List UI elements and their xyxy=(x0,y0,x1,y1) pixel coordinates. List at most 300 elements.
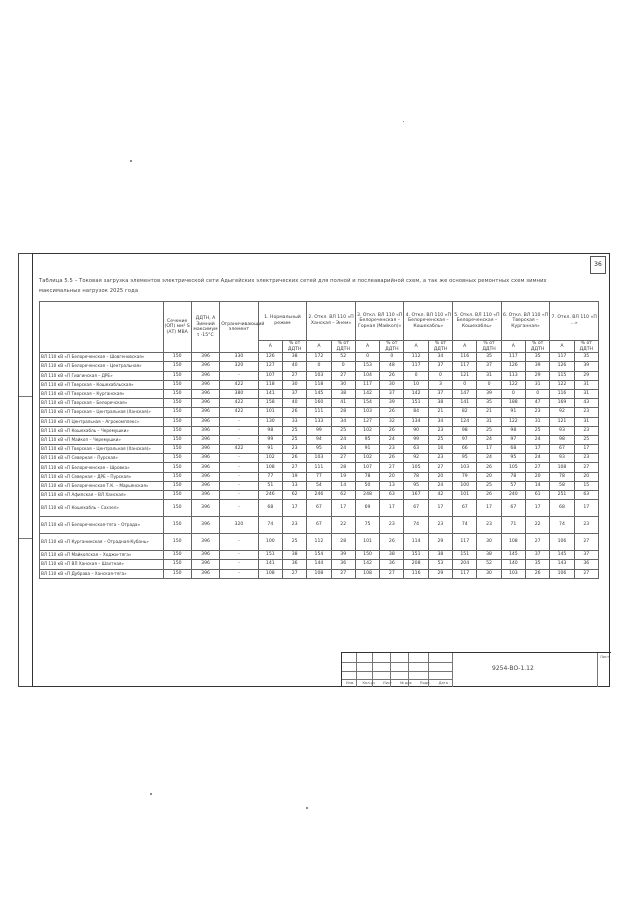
row-section: 150 xyxy=(163,408,191,417)
row-ddtn: 396 xyxy=(191,371,219,380)
signature-label: Кол.уч xyxy=(362,681,375,685)
cell-percent: 25 xyxy=(574,435,598,444)
cell-percent: 19 xyxy=(331,472,355,481)
cell-current: 118 xyxy=(258,380,282,389)
cell-percent: 62 xyxy=(331,491,355,500)
cell-current: 93 xyxy=(550,426,574,435)
header-mode-6: 6. Откл. ВЛ 110 «П Тверская – Курганная» xyxy=(501,302,550,341)
header-mode-2: 2. Откл. ВЛ 110 «П Ханская – Энем» xyxy=(307,302,356,341)
cell-percent: 26 xyxy=(282,454,306,463)
cell-percent: 24 xyxy=(331,445,355,454)
cell-current: 90 xyxy=(404,426,428,435)
cell-current: 103 xyxy=(355,408,379,417)
cell-percent: 37 xyxy=(282,389,306,398)
cell-current: 248 xyxy=(355,491,379,500)
cell-percent: 30 xyxy=(477,569,501,578)
header-mode-5: 5. Откл. ВЛ 110 «П Белореченская – Кошехабль» xyxy=(453,302,502,341)
cell-percent: 0 xyxy=(331,362,355,371)
cell-percent: 23 xyxy=(428,454,452,463)
cell-current: 0 xyxy=(355,353,379,362)
cell-percent: 13 xyxy=(380,481,404,490)
row-limit: 330 xyxy=(220,353,258,362)
row-limit: - xyxy=(220,463,258,472)
row-section: 150 xyxy=(163,569,191,578)
table-row xyxy=(40,353,599,362)
cell-percent: 17 xyxy=(477,445,501,454)
cell-percent: 21 xyxy=(428,408,452,417)
row-section: 150 xyxy=(163,491,191,500)
cell-percent: 23 xyxy=(282,517,306,534)
row-name: ВЛ 110 кВ «П ВЛ Ханская – Шахтная» xyxy=(40,560,164,569)
table-row xyxy=(40,481,599,490)
cell-current: 103 xyxy=(501,569,525,578)
sub-a: А xyxy=(355,341,379,353)
cell-current: 97 xyxy=(501,435,525,444)
sub-pct: % от ДДТН xyxy=(282,341,306,353)
cell-current: 0 xyxy=(501,389,525,398)
cell-percent: 24 xyxy=(331,435,355,444)
cell-percent: 53 xyxy=(428,560,452,569)
cell-current: 117 xyxy=(355,380,379,389)
cell-percent: 37 xyxy=(526,551,550,560)
cell-percent: 23 xyxy=(574,426,598,435)
cell-current: 117 xyxy=(453,569,477,578)
signature-label: Лист xyxy=(382,681,393,685)
row-name: ВЛ 110 кВ «П Майкоп – Черемушки» xyxy=(40,435,164,444)
cell-current: 117 xyxy=(453,362,477,371)
row-ddtn: 396 xyxy=(191,380,219,389)
cell-percent: 39 xyxy=(380,399,404,408)
cell-current: 118 xyxy=(307,380,331,389)
cell-percent: 0 xyxy=(526,389,550,398)
cell-percent: 40 xyxy=(282,362,306,371)
cell-current: 92 xyxy=(550,408,574,417)
row-limit: 422 xyxy=(220,399,258,408)
cell-current: 95 xyxy=(307,445,331,454)
row-name: ВЛ 110 кВ «П Северная – Пурская» xyxy=(40,454,164,463)
cell-current: 57 xyxy=(501,481,525,490)
table-row xyxy=(40,534,599,551)
cell-current: 142 xyxy=(404,389,428,398)
cell-percent: 39 xyxy=(331,551,355,560)
cell-percent: 26 xyxy=(380,454,404,463)
sub-a: А xyxy=(453,341,477,353)
cell-percent: 34 xyxy=(428,353,452,362)
cell-percent: 20 xyxy=(380,472,404,481)
table-row xyxy=(40,445,599,454)
cell-percent: 27 xyxy=(574,569,598,578)
cell-current: 116 xyxy=(453,353,477,362)
sub-pct: % от ДДТН xyxy=(331,341,355,353)
cell-percent: 19 xyxy=(282,472,306,481)
row-ddtn: 396 xyxy=(191,569,219,578)
cell-current: 106 xyxy=(550,534,574,551)
cell-current: 246 xyxy=(258,491,282,500)
cell-current: 67 xyxy=(404,500,428,517)
cell-current: 147 xyxy=(453,389,477,398)
cell-percent: 29 xyxy=(428,569,452,578)
cell-percent: 27 xyxy=(380,569,404,578)
row-limit: 422 xyxy=(220,445,258,454)
cell-current: 108 xyxy=(501,534,525,551)
cell-current: 68 xyxy=(550,500,574,517)
cell-current: 111 xyxy=(307,463,331,472)
cell-current: 154 xyxy=(307,551,331,560)
cell-current: 108 xyxy=(550,463,574,472)
cell-percent: 26 xyxy=(526,569,550,578)
cell-current: 105 xyxy=(404,463,428,472)
cell-current: 51 xyxy=(258,481,282,490)
cell-current: 102 xyxy=(355,454,379,463)
cell-current: 95 xyxy=(404,481,428,490)
cell-percent: 38 xyxy=(282,551,306,560)
cell-current: 130 xyxy=(258,417,282,426)
cell-current: 91 xyxy=(355,445,379,454)
cell-current: 115 xyxy=(550,371,574,380)
cell-percent: 38 xyxy=(428,551,452,560)
cell-percent: 63 xyxy=(380,491,404,500)
row-ddtn: 396 xyxy=(191,560,219,569)
row-limit: - xyxy=(220,560,258,569)
table-row xyxy=(40,569,599,578)
row-section: 150 xyxy=(163,389,191,398)
cell-percent: 14 xyxy=(331,481,355,490)
cell-percent: 17 xyxy=(282,500,306,517)
row-limit: 422 xyxy=(220,408,258,417)
cell-percent: 37 xyxy=(477,362,501,371)
cell-current: 134 xyxy=(404,417,428,426)
header-ddtn: ДДТН, А Зимний максимум t -15°C xyxy=(191,302,219,353)
cell-percent: 39 xyxy=(477,389,501,398)
cell-percent: 31 xyxy=(574,417,598,426)
cell-percent: 24 xyxy=(526,454,550,463)
cell-percent: 34 xyxy=(331,417,355,426)
cell-current: 145 xyxy=(550,551,574,560)
cell-current: 167 xyxy=(404,491,428,500)
cell-current: 124 xyxy=(453,417,477,426)
cell-current: 112 xyxy=(404,353,428,362)
cell-current: 108 xyxy=(355,569,379,578)
row-ddtn: 396 xyxy=(191,435,219,444)
cell-percent: 33 xyxy=(282,417,306,426)
cell-percent: 27 xyxy=(331,569,355,578)
table-row xyxy=(40,417,599,426)
row-limit: - xyxy=(220,500,258,517)
cell-percent: 27 xyxy=(282,371,306,380)
row-name: ВЛ 110 кВ «П Белореченская-тяга – Отрада» xyxy=(40,517,164,534)
cell-percent: 25 xyxy=(477,481,501,490)
row-name: ВЛ 110 кВ «П Белореченская Т.К. – Марьянская» xyxy=(40,481,164,490)
cell-current: 150 xyxy=(355,551,379,560)
sub-a: А xyxy=(501,341,525,353)
cell-current: 67 xyxy=(453,500,477,517)
row-limit: - xyxy=(220,491,258,500)
cell-percent: 31 xyxy=(477,371,501,380)
row-name: ВЛ 110 кВ «П Афипская – ВЛ Ханская» xyxy=(40,491,164,500)
row-ddtn: 396 xyxy=(191,362,219,371)
cell-current: 108 xyxy=(258,463,282,472)
cell-current: 84 xyxy=(404,408,428,417)
row-section: 150 xyxy=(163,472,191,481)
signature-label: Изм. xyxy=(346,681,355,685)
row-ddtn: 396 xyxy=(191,517,219,534)
signature-label: Подп. xyxy=(419,681,431,685)
cell-current: 98 xyxy=(453,426,477,435)
row-limit: - xyxy=(220,569,258,578)
cell-current: 95 xyxy=(355,435,379,444)
cell-current: 67 xyxy=(307,500,331,517)
cell-percent: 28 xyxy=(331,534,355,551)
cell-current: 141 xyxy=(258,389,282,398)
row-limit: - xyxy=(220,435,258,444)
row-name: ВЛ 110 кВ «П Кошехабль – Черемушки» xyxy=(40,426,164,435)
row-ddtn: 396 xyxy=(191,353,219,362)
header-section: Сечение (ОП) мм² S (АТ) МВА xyxy=(163,302,191,353)
cell-current: 101 xyxy=(355,534,379,551)
cell-percent: 41 xyxy=(331,399,355,408)
cell-percent: 32 xyxy=(380,417,404,426)
cell-percent: 52 xyxy=(331,353,355,362)
row-name: ВЛ 110 кВ «П Центральная – Агрокомплекс» xyxy=(40,417,164,426)
cell-percent: 31 xyxy=(574,380,598,389)
row-ddtn: 396 xyxy=(191,491,219,500)
cell-current: 154 xyxy=(355,399,379,408)
cell-percent: 17 xyxy=(331,500,355,517)
cell-percent: 26 xyxy=(380,534,404,551)
cell-current: 160 xyxy=(307,399,331,408)
cell-current: 99 xyxy=(404,435,428,444)
cell-current: 50 xyxy=(355,481,379,490)
cell-current: 74 xyxy=(550,517,574,534)
row-limit: 380 xyxy=(220,389,258,398)
cell-percent: 42 xyxy=(428,491,452,500)
cell-current: 141 xyxy=(258,560,282,569)
cell-percent: 39 xyxy=(526,362,550,371)
cell-percent: 26 xyxy=(380,426,404,435)
header-row xyxy=(40,302,599,341)
cell-current: 112 xyxy=(307,534,331,551)
table-body xyxy=(40,353,599,579)
row-section: 150 xyxy=(163,380,191,389)
cell-percent: 34 xyxy=(428,417,452,426)
cell-current: 126 xyxy=(258,353,282,362)
cell-current: 95 xyxy=(501,454,525,463)
signature-label: № док xyxy=(400,681,412,685)
cell-current: 240 xyxy=(501,491,525,500)
cell-current: 74 xyxy=(258,517,282,534)
cell-current: 140 xyxy=(501,560,525,569)
cell-percent: 20 xyxy=(526,472,550,481)
cell-current: 66 xyxy=(453,445,477,454)
scan-speck xyxy=(403,121,404,122)
cell-percent: 27 xyxy=(526,463,550,472)
cell-percent: 62 xyxy=(282,491,306,500)
row-limit: 320 xyxy=(220,517,258,534)
cell-current: 93 xyxy=(550,454,574,463)
row-limit: - xyxy=(220,534,258,551)
row-section: 150 xyxy=(163,481,191,490)
row-section: 150 xyxy=(163,454,191,463)
row-ddtn: 396 xyxy=(191,551,219,560)
cell-percent: 27 xyxy=(282,569,306,578)
row-ddtn: 396 xyxy=(191,417,219,426)
cell-current: 116 xyxy=(550,389,574,398)
row-name: ВЛ 110 кВ «П Тверская – Кошехабльская» xyxy=(40,380,164,389)
cell-current: 122 xyxy=(550,380,574,389)
cell-current: 127 xyxy=(355,417,379,426)
row-section: 150 xyxy=(163,500,191,517)
cell-current: 102 xyxy=(258,454,282,463)
cell-current: 91 xyxy=(501,408,525,417)
cell-current: 133 xyxy=(307,417,331,426)
row-ddtn: 396 xyxy=(191,399,219,408)
cell-current: 143 xyxy=(550,560,574,569)
cell-percent: 0 xyxy=(477,380,501,389)
cell-percent: 27 xyxy=(331,454,355,463)
cell-current: 142 xyxy=(355,560,379,569)
table-row xyxy=(40,472,599,481)
binding-frame xyxy=(18,253,32,687)
cell-current: 0 xyxy=(307,362,331,371)
cell-percent: 24 xyxy=(477,435,501,444)
row-ddtn: 396 xyxy=(191,389,219,398)
cell-current: 122 xyxy=(501,380,525,389)
cell-percent: 21 xyxy=(477,408,501,417)
cell-percent: 24 xyxy=(380,435,404,444)
row-section: 150 xyxy=(163,534,191,551)
cell-percent: 23 xyxy=(477,517,501,534)
cell-percent: 37 xyxy=(428,362,452,371)
cell-current: 63 xyxy=(404,445,428,454)
row-name: ВЛ 110 кВ «П Северная – ДРЕ – Пурская» xyxy=(40,472,164,481)
cell-current: 67 xyxy=(550,445,574,454)
sub-a: А xyxy=(258,341,282,353)
cell-percent: 23 xyxy=(282,445,306,454)
cell-percent: 15 xyxy=(574,481,598,490)
cell-current: 67 xyxy=(501,500,525,517)
cell-current: 208 xyxy=(404,560,428,569)
row-name: ВЛ 110 кВ «П Тверская – Центральная (Ханская)» xyxy=(40,408,164,417)
row-section: 150 xyxy=(163,353,191,362)
load-table xyxy=(39,301,599,579)
cell-percent: 20 xyxy=(477,472,501,481)
cell-current: 102 xyxy=(355,426,379,435)
cell-percent: 39 xyxy=(574,362,598,371)
cell-current: 142 xyxy=(355,389,379,398)
cell-current: 204 xyxy=(453,560,477,569)
cell-current: 151 xyxy=(404,551,428,560)
header-mode-4: 4. Откл. ВЛ 110 «П Белореченская – Кошехабль» xyxy=(404,302,453,341)
row-name: ВЛ 110 кВ «П Тверская – Курганская» xyxy=(40,389,164,398)
cell-current: 0 xyxy=(453,380,477,389)
title-block-signatures xyxy=(342,681,452,685)
row-section: 150 xyxy=(163,362,191,371)
sub-pct: % от ДДТН xyxy=(477,341,501,353)
cell-percent: 35 xyxy=(477,353,501,362)
sheet-label: Лист xyxy=(597,653,611,687)
cell-percent: 37 xyxy=(380,389,404,398)
cell-current: 117 xyxy=(501,353,525,362)
table-row xyxy=(40,389,599,398)
cell-current: 158 xyxy=(258,399,282,408)
cell-current: 97 xyxy=(453,435,477,444)
row-name: ВЛ 110 кВ «П Белореченская – Шровка» xyxy=(40,463,164,472)
cell-current: 82 xyxy=(453,408,477,417)
table-row xyxy=(40,371,599,380)
cell-current: 107 xyxy=(355,463,379,472)
cell-percent: 0 xyxy=(380,353,404,362)
cell-percent: 23 xyxy=(380,445,404,454)
cell-percent: 28 xyxy=(331,463,355,472)
cell-percent: 36 xyxy=(282,560,306,569)
cell-percent: 24 xyxy=(526,435,550,444)
cell-current: 172 xyxy=(307,353,331,362)
cell-percent: 25 xyxy=(477,426,501,435)
cell-current: 188 xyxy=(501,399,525,408)
cell-percent: 17 xyxy=(477,500,501,517)
cell-current: 144 xyxy=(307,560,331,569)
cell-percent: 24 xyxy=(428,481,452,490)
header-mode-1: 1. Нормальный режим xyxy=(258,302,307,341)
cell-percent: 24 xyxy=(477,454,501,463)
signature-label: Дата xyxy=(438,681,448,685)
cell-percent: 63 xyxy=(574,491,598,500)
cell-percent: 27 xyxy=(574,534,598,551)
row-ddtn: 396 xyxy=(191,500,219,517)
cell-percent: 37 xyxy=(574,551,598,560)
row-limit: - xyxy=(220,417,258,426)
cell-percent: 17 xyxy=(526,445,550,454)
cell-percent: 25 xyxy=(428,435,452,444)
cell-percent: 27 xyxy=(574,463,598,472)
table-row xyxy=(40,408,599,417)
cell-percent: 36 xyxy=(380,560,404,569)
row-limit: 320 xyxy=(220,362,258,371)
cell-current: 251 xyxy=(550,491,574,500)
cell-percent: 40 xyxy=(282,399,306,408)
row-section: 150 xyxy=(163,399,191,408)
cell-percent: 26 xyxy=(477,463,501,472)
cell-percent: 25 xyxy=(282,534,306,551)
cell-current: 78 xyxy=(355,472,379,481)
scan-speck xyxy=(130,160,132,162)
cell-percent: 23 xyxy=(526,408,550,417)
cell-current: 78 xyxy=(404,472,428,481)
cell-percent: 17 xyxy=(574,500,598,517)
cell-percent: 36 xyxy=(574,560,598,569)
cell-percent: 17 xyxy=(526,500,550,517)
row-limit: - xyxy=(220,371,258,380)
table-row xyxy=(40,517,599,534)
row-ddtn: 396 xyxy=(191,445,219,454)
cell-current: 103 xyxy=(307,454,331,463)
header-limit: Ограничивающий элемент xyxy=(220,302,258,353)
cell-percent: 25 xyxy=(282,435,306,444)
cell-current: 71 xyxy=(501,517,525,534)
cell-percent: 38 xyxy=(331,389,355,398)
cell-current: 113 xyxy=(501,371,525,380)
cell-current: 75 xyxy=(355,517,379,534)
cell-percent: 27 xyxy=(331,371,355,380)
cell-percent: 0 xyxy=(428,371,452,380)
cell-current: 68 xyxy=(258,500,282,517)
row-limit: - xyxy=(220,551,258,560)
cell-percent: 25 xyxy=(526,426,550,435)
table-row xyxy=(40,500,599,517)
sub-a: А xyxy=(404,341,428,353)
cell-current: 246 xyxy=(307,491,331,500)
row-section: 150 xyxy=(163,560,191,569)
